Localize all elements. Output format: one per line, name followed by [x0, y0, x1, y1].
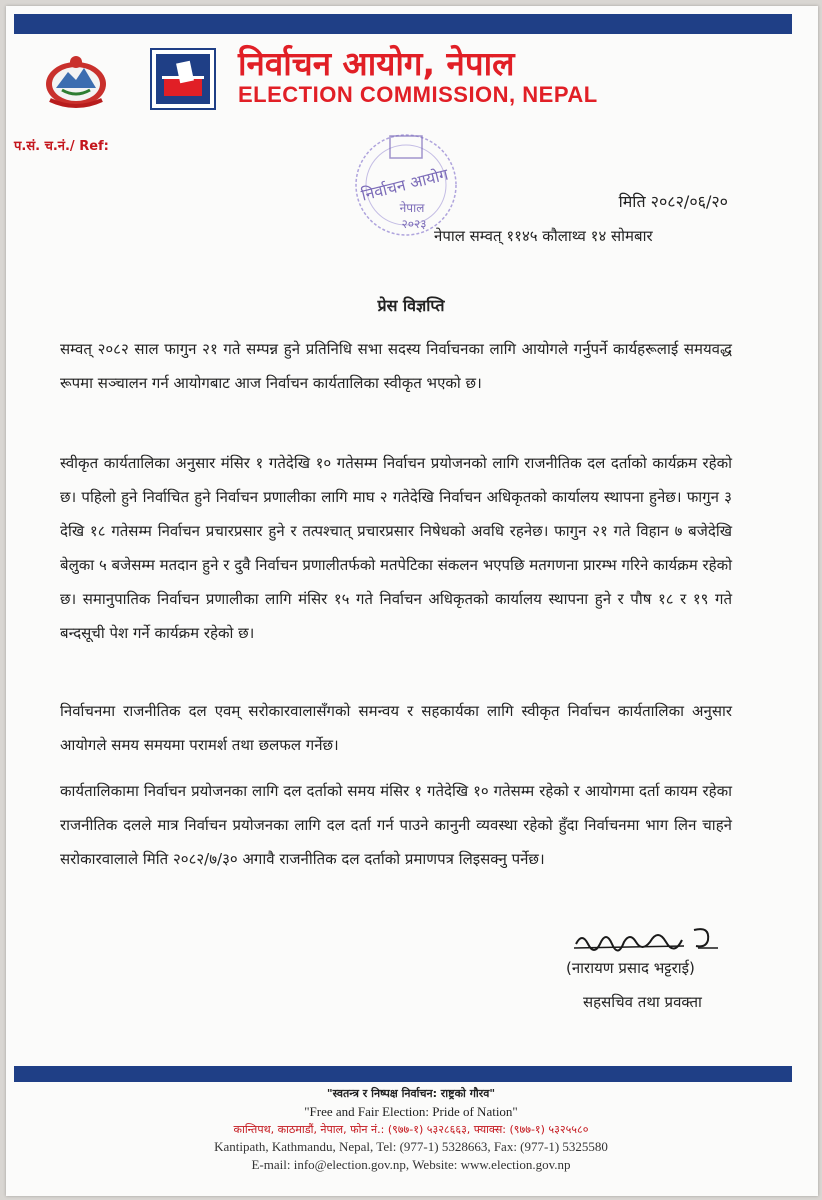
signatory-name: (नारायण प्रसाद भट्टराई): [566, 959, 695, 977]
footer-address-nepali: कान्तिपथ, काठमाडौं, नेपाल, फोन नं.: (९७७-१) ५३२८६६३, फ्याक्स: (९७७-१) ५३२५५८०: [233, 1123, 589, 1136]
seal-year: २०२३: [401, 217, 427, 231]
footer-contact: E-mail: info@election.gov.np, Website: www.election.gov.np: [251, 1157, 571, 1172]
date-line: मिति २०८२/०६/२०: [618, 192, 728, 211]
org-title-nepali: निर्वाचन आयोग, नेपाल: [238, 44, 515, 83]
footer-bar: [14, 1066, 792, 1082]
handwritten-signature: [572, 918, 722, 958]
paragraph-4: कार्यतालिकामा निर्वाचन प्रयोजनका लागि दल दर्ताको समय मंसिर १ गतेदेखि १० गतेसम्म रहेको र आयोगमा दर्ता कायम रहेका राजनीतिक दलले मात्र निर्वाचन प्रयोजनका लागि दल दर्ता गर्न पाउने कानुनी व्यवस्था रहेको हुँदा निर्वाचनमा भाग लिन चाहने सरोकारवालाले मिति २०८२/७/३० अगावै राजनीतिक दल दर्ताको प्रमाणपत्र लिइसक्नु पर्नेछ।: [60, 782, 732, 868]
footer-address-english: Kantipath, Kathmandu, Nepal, Tel: (977-1) 5328663, Fax: (977-1) 5325580: [214, 1139, 608, 1154]
seal-text-main: निर्वाचन आयोग: [359, 164, 451, 205]
header-bar: [14, 14, 792, 34]
reference-label: प.सं. च.नं./ Ref:: [14, 139, 109, 154]
paragraph-1: सम्वत् २०८२ साल फागुन २१ गते सम्पन्न हुने प्रतिनिधि सभा सदस्य निर्वाचनका लागि आयोगले गर्नुपर्ने कार्यहरूलाई समयवद्ध रूपमा सञ्चालन गर्न आयोगबाट आज निर्वाचन कार्यतालिका स्वीकृत भएको छ।: [60, 340, 732, 392]
election-commission-logo: [150, 48, 216, 110]
official-seal-stamp: [352, 130, 460, 240]
seal-text-sub: नेपाल: [399, 201, 425, 215]
paragraph-2: स्वीकृत कार्यतालिका अनुसार मंसिर १ गतेदेखि १० गतेसम्म निर्वाचन प्रयोजनको लागि राजनीतिक दल दर्ताको कार्यक्रम रहेको छ। पहिलो हुने निर्वाचित हुने निर्वाचन प्रणालीका लागि माघ २ गतेदेखि निर्वाचन अधिकृतको कार्यालय स्थापना हुनेछ। फागुन ३ देखि १८ गतेसम्म निर्वाचन प्रचारप्रसार हुने र तत्पश्चात् प्रचारप्रसार निषेधको अवधि रहनेछ। फागुन २१ गते विहान ७ बजेदेखि बेलुका ५ बजेसम्म मतदान हुने र दुवै निर्वाचन प्रणालीतर्फको मतपेटिका संकलन भएपछि मतगणना प्रारम्भ गरिने कार्यक्रम रहेको छ। समानुपातिक निर्वाचन प्रणालीका लागि मंसिर १५ गते निर्वाचन अधिकृतको कार्यालय स्थापना हुने र पौष १८ र १९ गते बन्दसूची पेश गर्ने कार्यक्रम रहेको छ।: [60, 454, 732, 642]
press-release-heading: प्रेस विज्ञप्ति: [377, 296, 445, 315]
signatory-title: सहसचिव तथा प्रवक्ता: [583, 993, 702, 1011]
footer-motto-english: "Free and Fair Election: Pride of Nation": [304, 1104, 518, 1119]
org-title-english: ELECTION COMMISSION, NEPAL: [238, 82, 598, 107]
ballot-box-icon: [156, 54, 210, 104]
footer-motto-nepali: "स्वतन्त्र र निष्पक्ष निर्वाचन: राष्ट्रको गौरव": [326, 1087, 496, 1100]
paragraph-3: निर्वाचनमा राजनीतिक दल एवम् सरोकारवालासँगको समन्वय र सहकार्यका लागि स्वीकृत निर्वाचन कार्यतालिका अनुसार आयोगले समय समयमा परामर्श तथा छलफल गर्नेछ।: [60, 702, 732, 754]
national-emblem-icon: [40, 50, 112, 110]
nepal-samvat-date: नेपाल सम्वत् ११४५ कौलाथ्व १४ सोमबार: [434, 227, 653, 245]
